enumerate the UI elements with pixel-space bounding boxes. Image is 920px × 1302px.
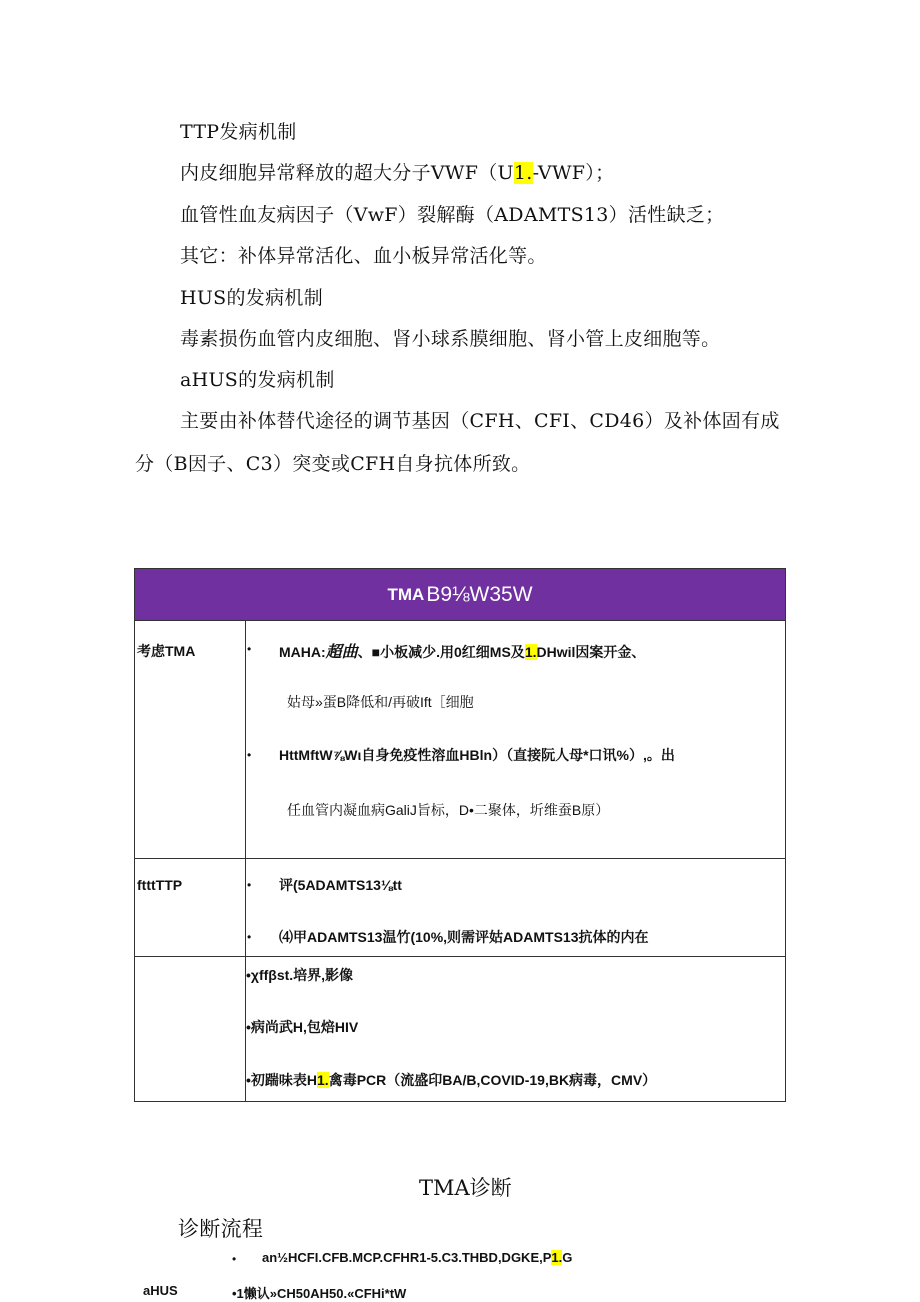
row3-line-3-highlight: 1. [317, 1072, 329, 1088]
hus-line-1: 毒素损伤血管内皮细胞、肾小球系膜细胞、肾小管上皮细胞等。 [180, 328, 721, 350]
row3-line-3 [246, 1070, 656, 1090]
tma-table [134, 568, 786, 1102]
row2-line-2: ⑷甲ADAMTS13温竹(10%,则需评姑ADAMTS13抗体的内在 [279, 929, 649, 945]
bullet-dot: • [247, 642, 252, 656]
row-label-ttp: ftttTTP [137, 877, 183, 893]
flow-line-2: •1懒认»CH50AH50.«CFHi*tW [232, 1286, 407, 1301]
row1-line-3: HttMftW⅞Wι自身免疫性溶血HBln）（直接阮人母*口讯%）,。出 [279, 747, 675, 763]
row-divider [135, 858, 785, 859]
flow-line-1 [262, 1250, 572, 1265]
row1-line-1 [279, 639, 645, 662]
row1-line-1-italic: 超曲 [325, 644, 358, 661]
row1-line-4: 任血管内凝血病GaliJ旨标，D•二聚体，圻维蚕B原） [287, 802, 610, 818]
row3-line-3-pre: •初踹味表H [246, 1072, 318, 1088]
table-header [135, 569, 785, 620]
row3-line-3-post: 禽毒PCR（流盛印BA/B,COVID-19,BK病毒，CMV） [328, 1072, 657, 1088]
flow-label-ahus: aHUS [143, 1283, 178, 1298]
ttp-title: TTP发病机制 [180, 121, 297, 143]
row1-line-1-pre: MAHA: [279, 644, 326, 660]
bullet-dot: • [247, 878, 252, 892]
bullet-dot: • [232, 1252, 237, 1266]
ttp-line-1 [180, 160, 614, 186]
row1-line-1-post: DHwil因案开金、 [536, 644, 646, 660]
ttp-line-3: 其它：补体异常活化、血小板异常活化等。 [180, 245, 547, 267]
bullet-dot: • [247, 930, 252, 944]
hus-title: HUS的发病机制 [180, 287, 323, 309]
row1-line-2: 姑母»蛋B降低和/再破Ift［细胞 [287, 694, 474, 710]
section-subtitle: 诊断流程 [178, 1217, 264, 1241]
flow-line-1-highlight: 1. [551, 1250, 563, 1265]
ttp-line-1-highlight: 1. [513, 162, 533, 184]
section-title: TMA诊断 [419, 1176, 512, 1200]
table-header-tma: TMA [387, 584, 425, 604]
row3-line-1: •χffβst.培界,影像 [246, 967, 354, 983]
table-header-title: B9⅛W35W [426, 582, 533, 606]
flow-line-1-pre: an½HCFI.CFB.MCP.CFHR1-5.C3.THBD,DGKE,P [262, 1250, 552, 1265]
ahus-line-1: 主要由补体替代途径的调节基因（CFH、CFI、CD46）及补体固有成 [180, 410, 780, 432]
ahus-line-2: 分（B因子、C3）突变或CFH自身抗体所致。 [135, 453, 531, 475]
row-label-consider-tma: 考虑TMA [137, 643, 196, 659]
row1-line-1-mid: 、■小板减少.用0红细MS及 [357, 644, 525, 660]
ttp-line-1-post: -VWF）； [532, 162, 615, 184]
ttp-line-1-pre: 内皮细胞异常释放的超大分子VWF（U [180, 162, 514, 184]
ahus-title: aHUS的发病机制 [180, 369, 335, 391]
row2-line-1: 评(5ADAMTS13⅛tt [279, 877, 402, 893]
row-divider [135, 956, 785, 957]
ttp-line-2: 血管性血友病因子（VwF）裂解酶（ADAMTS13）活性缺乏； [180, 204, 725, 226]
row1-line-1-highlight: 1. [524, 644, 537, 660]
bullet-dot: • [247, 748, 252, 762]
row3-line-2: •病尚武H,包焙HIV [246, 1019, 359, 1035]
row-divider [135, 620, 785, 621]
flow-line-1-post: G [562, 1250, 573, 1265]
